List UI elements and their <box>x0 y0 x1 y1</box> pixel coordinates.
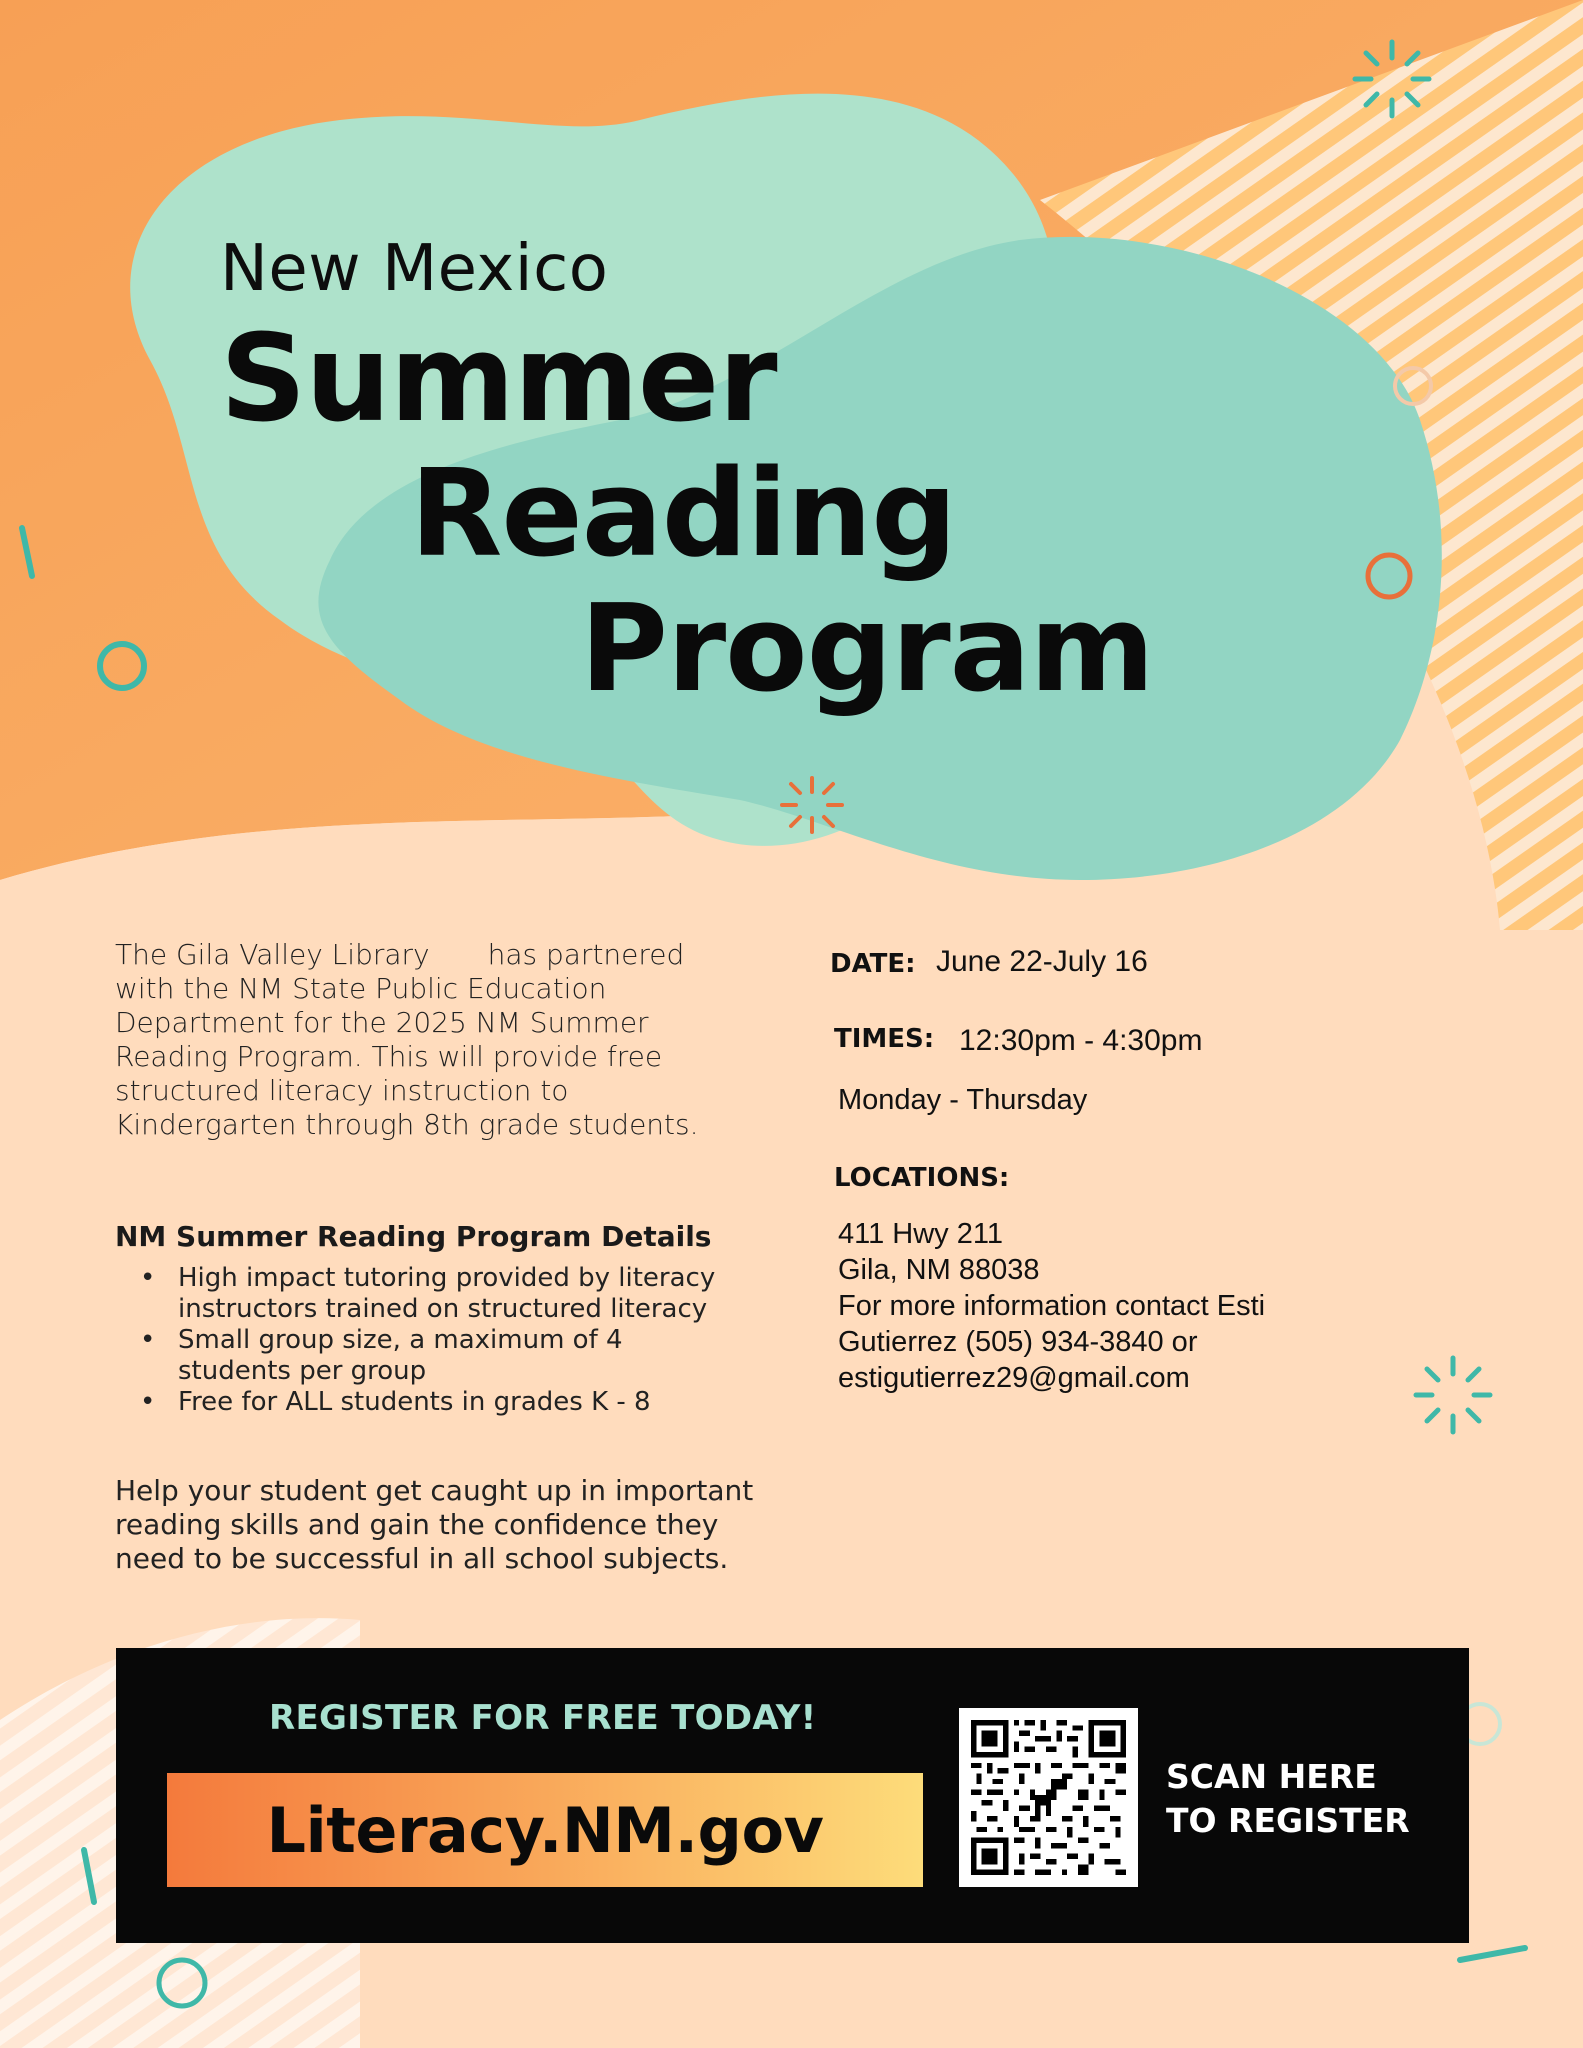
register-heading: REGISTER FOR FREE TODAY! <box>269 1698 817 1738</box>
location-line: 411 Hwy 211 <box>838 1218 1003 1250</box>
scan-line-1: SCAN HERE <box>1166 1757 1377 1796</box>
list-item: • High impact tutoring provided by literacy instructors trained on structured literacy <box>140 1263 740 1325</box>
location-line: For more information contact Esti <box>838 1290 1266 1322</box>
details-list <box>140 1263 740 1418</box>
title-new-mexico: New Mexico <box>220 232 609 306</box>
intro-has: has <box>487 938 538 971</box>
qr-code-icon[interactable] <box>959 1708 1138 1887</box>
times-value: 12:30pm - 4:30pm <box>959 1024 1203 1057</box>
list-item: • Small group size, a maximum of 4 students per group <box>140 1325 740 1387</box>
title-reading: Reading <box>410 445 957 584</box>
location-line: Gila, NM 88038 <box>838 1254 1040 1286</box>
register-url[interactable]: Literacy.NM.gov <box>266 1793 824 1867</box>
date-value: June 22-July 16 <box>936 945 1148 978</box>
intro-rest: partnered with the NM State Public Education Department for the 2025 NM Summer Reading Program. This will provide free structured literacy instruction to Kindergarten through 8th grade students. <box>115 938 699 1141</box>
list-item: • Free for ALL students in grades K - 8 <box>140 1387 740 1418</box>
intro-paragraph <box>115 938 735 1142</box>
locations-label: LOCATIONS: <box>834 1163 1010 1193</box>
scan-line-2: TO REGISTER <box>1166 1801 1410 1840</box>
help-paragraph: Help your student get caught up in important reading skills and gain the confidence they need to be successful in all school subjects. <box>115 1474 754 1575</box>
location-line: Gutierrez (505) 934-3840 or <box>838 1326 1198 1358</box>
title-program: Program <box>580 580 1154 719</box>
email-link[interactable]: estigutierrez29@gmail.com <box>838 1362 1190 1394</box>
days-value: Monday - Thursday <box>838 1084 1088 1116</box>
title-summer: Summer <box>220 310 777 449</box>
scan-instructions <box>1166 1755 1446 1843</box>
date-label: DATE: <box>830 949 916 979</box>
intro-library: The Gila Valley Library <box>115 938 430 971</box>
dinosaur-icon <box>1030 1779 1067 1816</box>
times-label: TIMES: <box>834 1024 935 1054</box>
locations-block <box>838 1216 1398 1396</box>
details-heading: NM Summer Reading Program Details <box>115 1220 712 1253</box>
url-box[interactable] <box>167 1773 923 1887</box>
